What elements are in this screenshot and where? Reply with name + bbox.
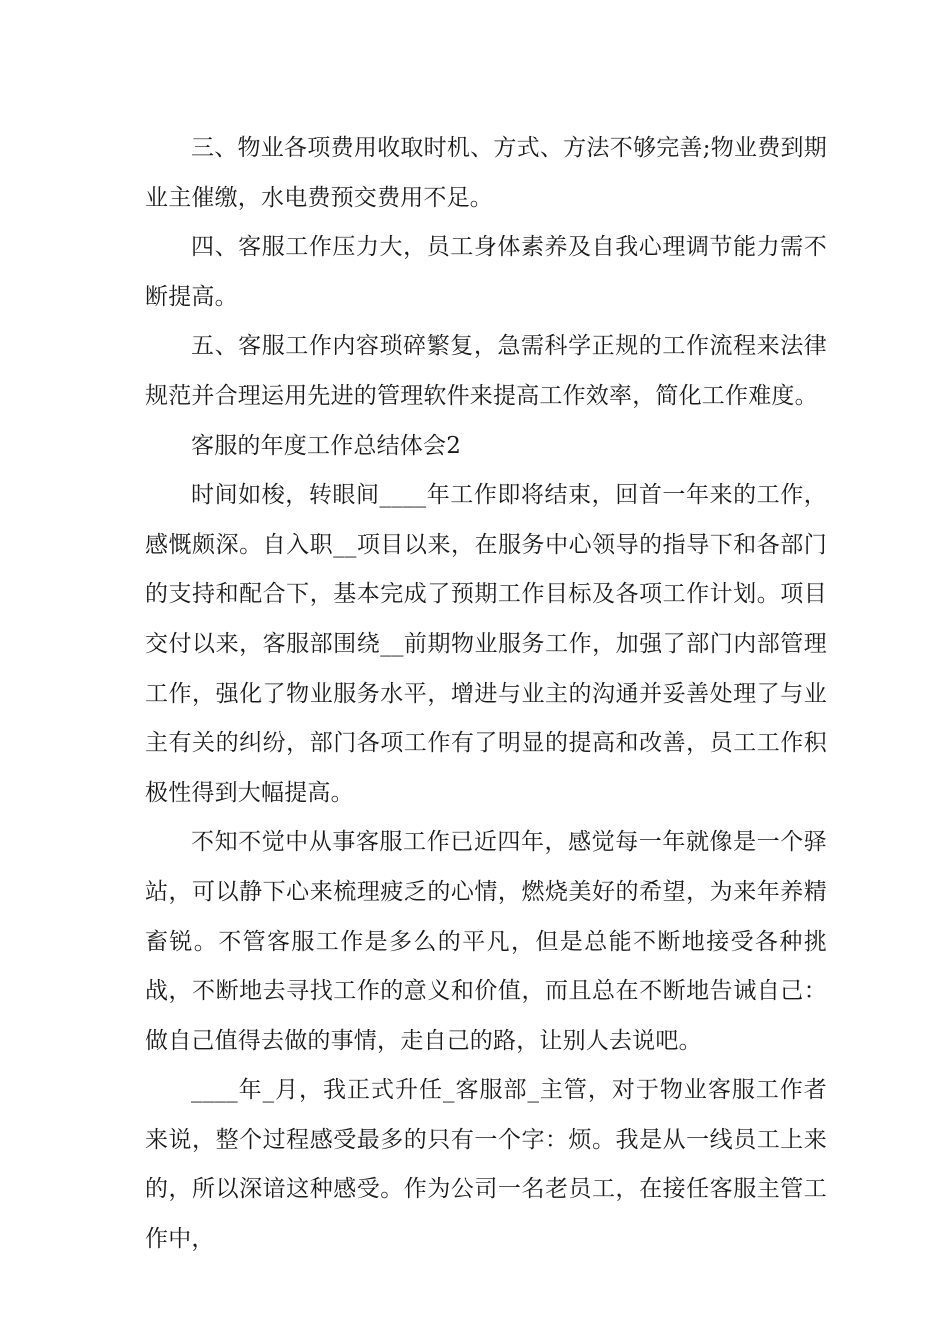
paragraph-issue-3: 三、物业各项费用收取时机、方式、方法不够完善;物业费到期业主催缴，水电费预交费用不足。 [145, 135, 827, 211]
section-heading: 客服的年度工作总结体会2 [191, 432, 462, 459]
paragraph-issue-4: 四、客服工作压力大，员工身体素养及自我心理调节能力需不断提高。 [145, 234, 827, 310]
document-page [145, 124, 827, 1265]
paragraph-reflection: 不知不觉中从事客服工作已近四年，感觉每一年就像是一个驿站，可以静下心来梳理疲乏的心情，燃烧美好的希望，为来年养精畜锐。不管客服工作是多么的平凡，但是总能不断地接受各种挑战，不断地去寻找工作的意义和价值，而且总在不断地告诫自己：做自己值得去做的事情，走自己的路，让别人去说吧。 [145, 829, 827, 1054]
paragraph-promotion: ____年_月，我正式升任_客服部_主管，对于物业客服工作者来说，整个过程感受最多的只有一个字：烦。我是从一线员工上来的，所以深谙这种感受。作为公司一名老员工，在接任客服主管工作中， [145, 1077, 827, 1253]
paragraph-intro: 时间如梭，转眼间____年工作即将结束，回首一年来的工作，感慨颇深。自入职__项目以来，在服务中心领导的指导下和各部门的支持和配合下，基本完成了预期工作目标及各项工作计划。项目交付以来，客服部围绕__前期物业服务工作，加强了部门内部管理工作，强化了物业服务水平，增进与业主的沟通并妥善处理了与业主有关的纠纷，部门各项工作有了明显的提高和改善，员工工作积极性得到大幅提高。 [145, 482, 827, 806]
paragraph-issue-5: 五、客服工作内容琐碎繁复，急需科学正规的工作流程来法律规范并合理运用先进的管理软件来提高工作效率，简化工作难度。 [145, 333, 827, 409]
